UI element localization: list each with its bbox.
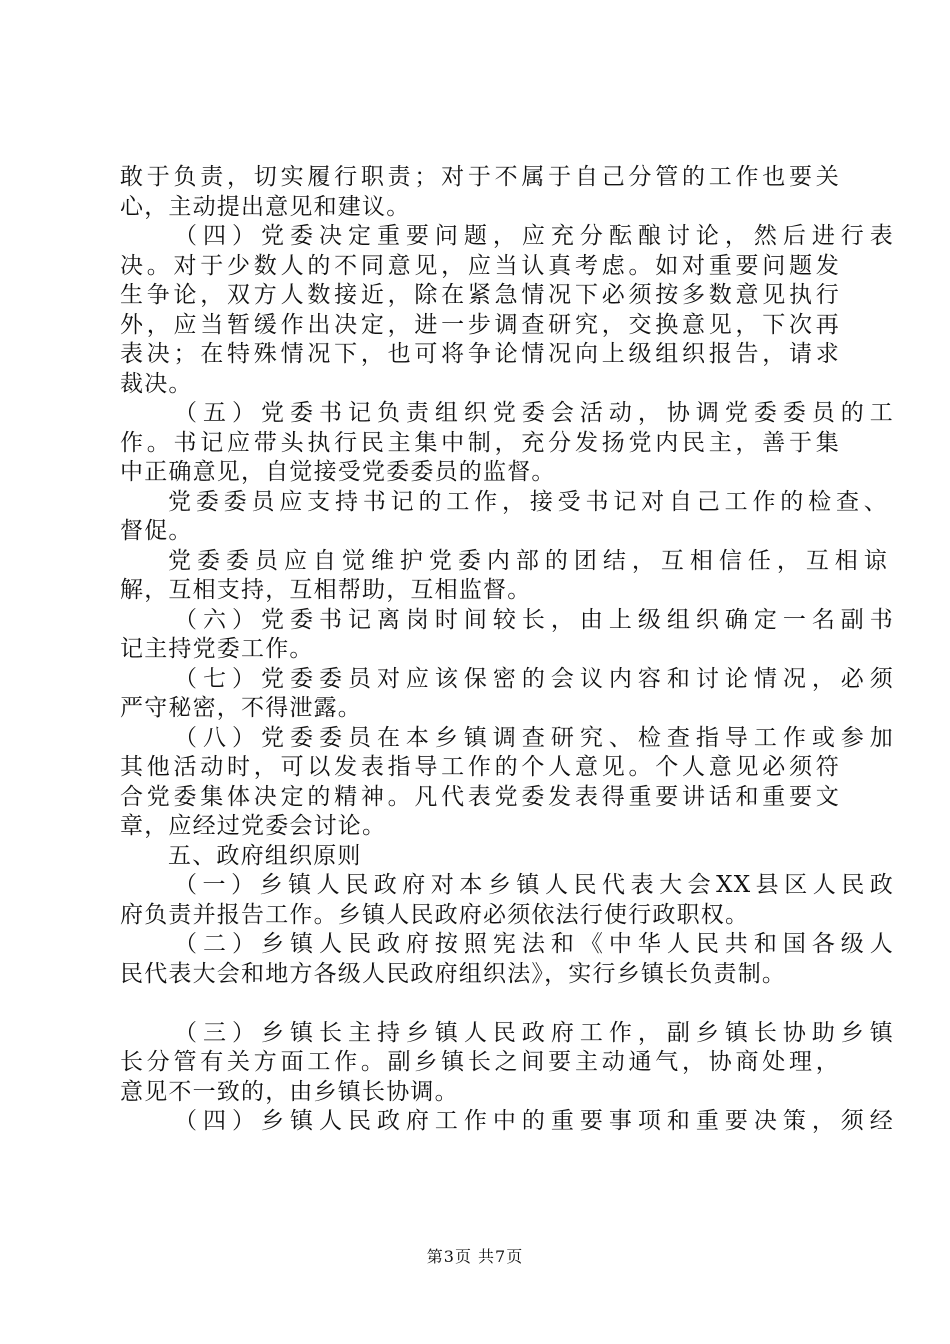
text-line: 记主持党委工作。 (120, 636, 314, 662)
paragraph-heading-line: （四）乡镇人民政府工作中的重要事项和重要决策，须经 (174, 1108, 894, 1134)
paragraph-heading-line: （七）党委委员对应该保密的会议内容和讨论情况，必须 (174, 665, 894, 692)
text-line: 府负责并报告工作。乡镇人民政府必须依法行使行政职权。 (120, 901, 750, 928)
text-line: 严守秘密，不得泄露。 (120, 695, 362, 721)
text-line: 表决；在特殊情况下，也可将争论情况向上级组织报告，请求 (120, 341, 840, 367)
text-line: 章，应经过党委会讨论。 (120, 813, 387, 839)
text-line: 长分管有关方面工作。副乡镇长之间要主动通气，协商处理， (120, 1049, 840, 1075)
text-line: 中正确意见，自觉接受党委委员的监督。 (120, 459, 556, 485)
text-line: 作。书记应带头执行民主集中制，充分发扬党内民主，善于集 (120, 429, 840, 456)
paragraph-heading-line: （六）党委书记离岗时间较长，由上级组织确定一名副书 (174, 606, 894, 633)
paragraph-heading-line: （五）党委书记负责组织党委会活动，协调党委委员的工 (174, 400, 894, 426)
text-line: 意见不一致的，由乡镇长协调。 (120, 1078, 459, 1105)
text-line: 合党委集体决定的精神。凡代表党委发表得重要讲话和重要文 (120, 783, 840, 810)
text-line: 外，应当暂缓作出决定，进一步调查研究，交换意见，下次再 (120, 311, 840, 338)
paragraph-heading-line: （一）乡镇人民政府对本乡镇人民代表大会XX县区人民政 (174, 872, 894, 898)
text-line: 心，主动提出意见和建议。 (120, 193, 411, 220)
paragraph-line: 党委委员应支持书记的工作，接受书记对自己工作的检查、 (168, 488, 888, 515)
text-line: 督促。 (120, 518, 193, 544)
text-line: 决。对于少数人的不同意见，应当认真考虑。如对重要问题发 (120, 252, 840, 279)
paragraph-heading-line: （四）党委决定重要问题，应充分酝酿讨论，然后进行表 (174, 223, 894, 249)
paragraph-heading-line: （三）乡镇长主持乡镇人民政府工作，副乡镇长协助乡镇 (174, 1019, 894, 1046)
text-line: 敢于负责，切实履行职责；对于不属于自己分管的工作也要关 (120, 164, 840, 190)
blank-line (120, 989, 840, 1019)
section-heading: 五、政府组织原则 (168, 842, 362, 869)
paragraph-heading-line: （二）乡镇人民政府按照宪法和《中华人民共和国各级人 (174, 931, 894, 957)
document-body (120, 163, 894, 1137)
text-line: 生争论，双方人数接近，除在紧急情况下必须按多数意见执行 (120, 282, 840, 308)
text-line: 其他活动时，可以发表指导工作的个人意见。个人意见必须符 (120, 754, 840, 780)
page-number-footer: 第3页 共7页 (426, 1247, 524, 1266)
paragraph-line: 党委委员应自觉维护党委内部的团结，互相信任，互相谅 (168, 547, 888, 574)
text-line: 民代表大会和地方各级人民政府组织法》，实行乡镇长负责制。 (120, 960, 787, 987)
text-line: 解，互相支持，互相帮助，互相监督。 (120, 577, 532, 603)
text-line: 裁决。 (120, 370, 193, 397)
paragraph-heading-line: （八）党委委员在本乡镇调查研究、检查指导工作或参加 (174, 724, 894, 751)
